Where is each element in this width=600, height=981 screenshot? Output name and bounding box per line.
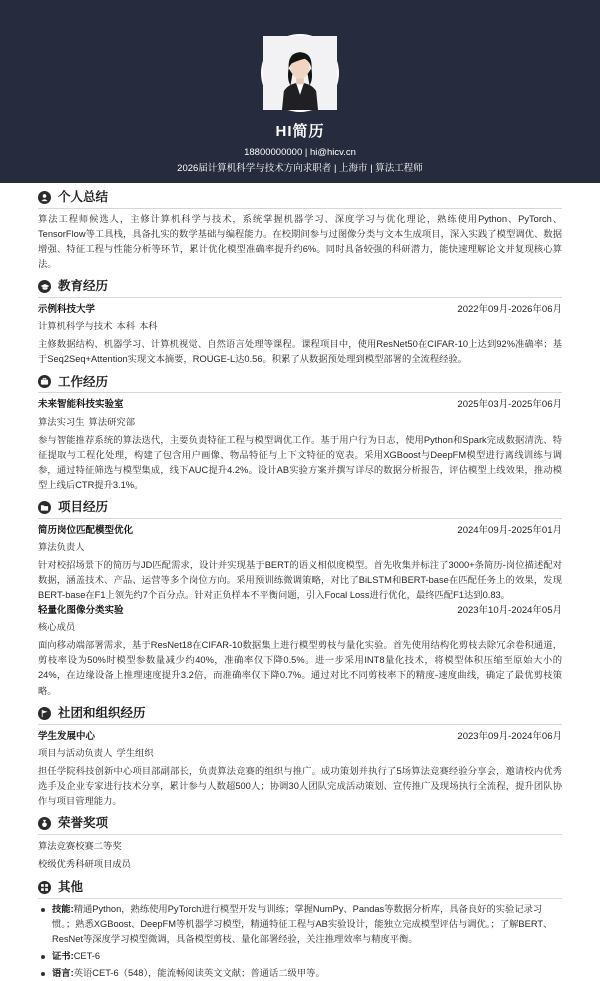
work-text: 参与智能推荐系统的算法迭代，主要负责特征工程与模型调优工作。基于用户行为日志，使用Python和Spark完成数据清洗、特征提取与工程化处理，构建了包含用户画像、物品特征与上下文特征的宽表。采用XGBoost与DeepFM模型进行离线训练与调参，通过特征筛选与模型集成，线下AUC提升4.2%。设计AB实验方案并撰写详尽的数据分析报告，评估模型上线效果，推动模型上线后CTR提升3.1%。 <box>38 434 562 490</box>
education-date: 2022年09月-2026年06月 <box>457 304 562 316</box>
club-entry-header <box>38 730 562 744</box>
section-header <box>38 877 562 899</box>
project-name: 轻量化图像分类实验 <box>38 605 124 617</box>
item-text: CET-6 <box>73 951 101 962</box>
education-details <box>38 320 562 334</box>
skills-item <box>38 902 562 947</box>
section-header <box>38 813 562 835</box>
award-list <box>38 838 562 873</box>
projects-section <box>38 497 562 699</box>
item-text: 精通Python，熟练使用PyTorch进行模型开发与训练；掌握NumPy、Pandas等数据分析库，具备良好的实验记录习惯。；熟悉XGBoost、DeepFM等机器学习模型，精通特征工程与AB实验设计，能独立完成模型评估与调优。；了解BERT、ResNet等深度学习模型微调，具备模型剪枝、量化部署经验，关注推理效率与精度平衡。 <box>52 904 553 945</box>
major: 计算机科学与技术 <box>38 321 113 332</box>
section-title: 社团和组织经历 <box>58 705 146 720</box>
club-date: 2023年09月-2024年06月 <box>457 730 562 742</box>
company-name: 未来智能科技实验室 <box>38 399 124 411</box>
job-intent: 2026届计算机科学与技术方向求职者 | 上海市 | 算法工程师 <box>177 163 423 174</box>
department: 算法研究部 <box>88 416 135 427</box>
resume-body <box>0 187 600 981</box>
club-position: 学生组织 <box>116 747 154 758</box>
honors-section <box>38 813 562 873</box>
certificate-item <box>38 949 562 964</box>
section-title: 项目经历 <box>58 499 109 514</box>
profile-photo <box>263 36 337 110</box>
degree: 本科 <box>139 321 158 332</box>
award-item: 算法竞赛校赛二等奖 <box>38 840 122 851</box>
summary-text: 算法工程师候选人，主修计算机科学与技术，系统掌握机器学习、深度学习与优化理论，熟练使用Python、PyTorch、TensorFlow等工具栈，具备扎实的数学基础与编程能力。在校期间参与过图像分类与文本生成项目，深入实践了模型调优、数据增强、特征工程与性能分析等环节，累计优化模型准确率提升约6%。同时具备较强的科研潜力，能快速理解论文并复现核心算法。 <box>38 214 562 270</box>
section-header <box>38 276 562 298</box>
project-role: 算法负责人 <box>38 542 85 553</box>
work-details <box>38 416 562 430</box>
club-details <box>38 747 562 761</box>
section-title: 工作经历 <box>58 374 109 389</box>
project-text: 面向移动端部署需求，基于ResNet18在CIFAR-10数据集上进行模型剪枝与量化实验。首先使用结构化剪枝去除冗余卷积通道，剪枝率设为50%时模型参数量减少约40%，准确率仅下降0.5%。进一步采用INT8量化技术，将模型体积压缩至原始大小的24%，在边缘设备上推理速度提升3.2倍，而准确率仅下降0.7%。通过对比不同剪枝率下的精度-速度曲线，确定了最优剪枝策略。 <box>38 640 562 696</box>
school-name: 示例科技大学 <box>38 304 96 316</box>
resume-header <box>0 0 600 183</box>
grid-icon <box>38 881 51 894</box>
education-text: 主修数据结构、机器学习、计算机视觉、自然语言处理等课程。课程项目中，使用ResNet50在CIFAR-10上达到92%准确率；基于Seq2Seq+Attention实现文本摘要，ROUGE-L达0.56。积累了从数据预处理到模型部署的全流程经验。 <box>38 339 562 365</box>
contact-info: 18800000000 | hi@hicv.cn <box>244 147 356 158</box>
user-icon <box>38 191 51 204</box>
section-header <box>38 187 562 209</box>
avatar <box>261 34 339 112</box>
item-label: 技能: <box>52 904 74 915</box>
summary-section <box>38 187 562 272</box>
others-section <box>38 877 562 981</box>
section-title: 个人总结 <box>58 190 109 205</box>
candidate-name: HI简历 <box>275 123 325 140</box>
club-text: 担任学院科技创新中心项目部副部长，负责算法竞赛的组织与推广。成功策划并执行了5场算法竞赛经验分享会，邀请校内优秀选手及企业专家进行技术分享，累计参与人数超500人；协调30人团队完成活动策划、宣传推广及现场执行全流程，提升团队协作与项目管理能力。 <box>38 765 562 806</box>
language-item <box>38 966 562 981</box>
section-header <box>38 703 562 725</box>
medal-icon <box>38 817 51 830</box>
club-role: 项目与活动负责人 <box>38 747 113 758</box>
project-role: 核心成员 <box>38 622 76 633</box>
project-date: 2023年10月-2024年05月 <box>457 605 562 617</box>
section-title: 其他 <box>58 880 84 895</box>
work-section <box>38 371 562 492</box>
section-header <box>38 497 562 519</box>
item-label: 语言: <box>52 968 74 979</box>
section-header <box>38 371 562 393</box>
degree: 本科 <box>116 321 135 332</box>
flag-icon <box>38 707 51 720</box>
graduation-cap-icon <box>38 280 51 293</box>
job-title: 算法实习生 <box>38 416 85 427</box>
award-item: 校级优秀科研项目成员 <box>38 858 131 869</box>
project-entry-header <box>38 524 562 538</box>
project-text: 针对校招场景下的简历与JD匹配需求，设计并实现基于BERT的语义相似度模型。首先收集并标注了3000+条简历-岗位描述配对数据，涵盖技术、产品、运营等多个岗位方向。采用预训练微调策略，对比了BiLSTM和BERT-base在匹配任务上的效果，发现BERT-base在F1上领先约7个百分点。针对正负样本不平衡问题，引入Focal Loss进行优化，最终匹配F1达到0.83。 <box>38 560 562 601</box>
education-entry-header <box>38 303 562 317</box>
project-date: 2024年09月-2025年01月 <box>457 524 562 536</box>
item-text: 英语CET-6（548），能流畅阅读英文文献；普通话二级甲等。 <box>73 968 325 979</box>
section-title: 荣誉奖项 <box>58 816 109 830</box>
briefcase-icon <box>38 375 51 388</box>
item-label: 证书: <box>52 951 74 962</box>
project-entry-header <box>38 604 562 618</box>
clubs-section <box>38 703 562 809</box>
education-section <box>38 276 562 367</box>
work-entry-header <box>38 398 562 412</box>
organization-name: 学生发展中心 <box>38 730 96 742</box>
section-title: 教育经历 <box>58 279 109 294</box>
folder-icon <box>38 501 51 514</box>
work-date: 2025年03月-2025年06月 <box>457 399 562 411</box>
others-list <box>38 902 562 981</box>
project-name: 简历岗位匹配模型优化 <box>38 524 134 536</box>
